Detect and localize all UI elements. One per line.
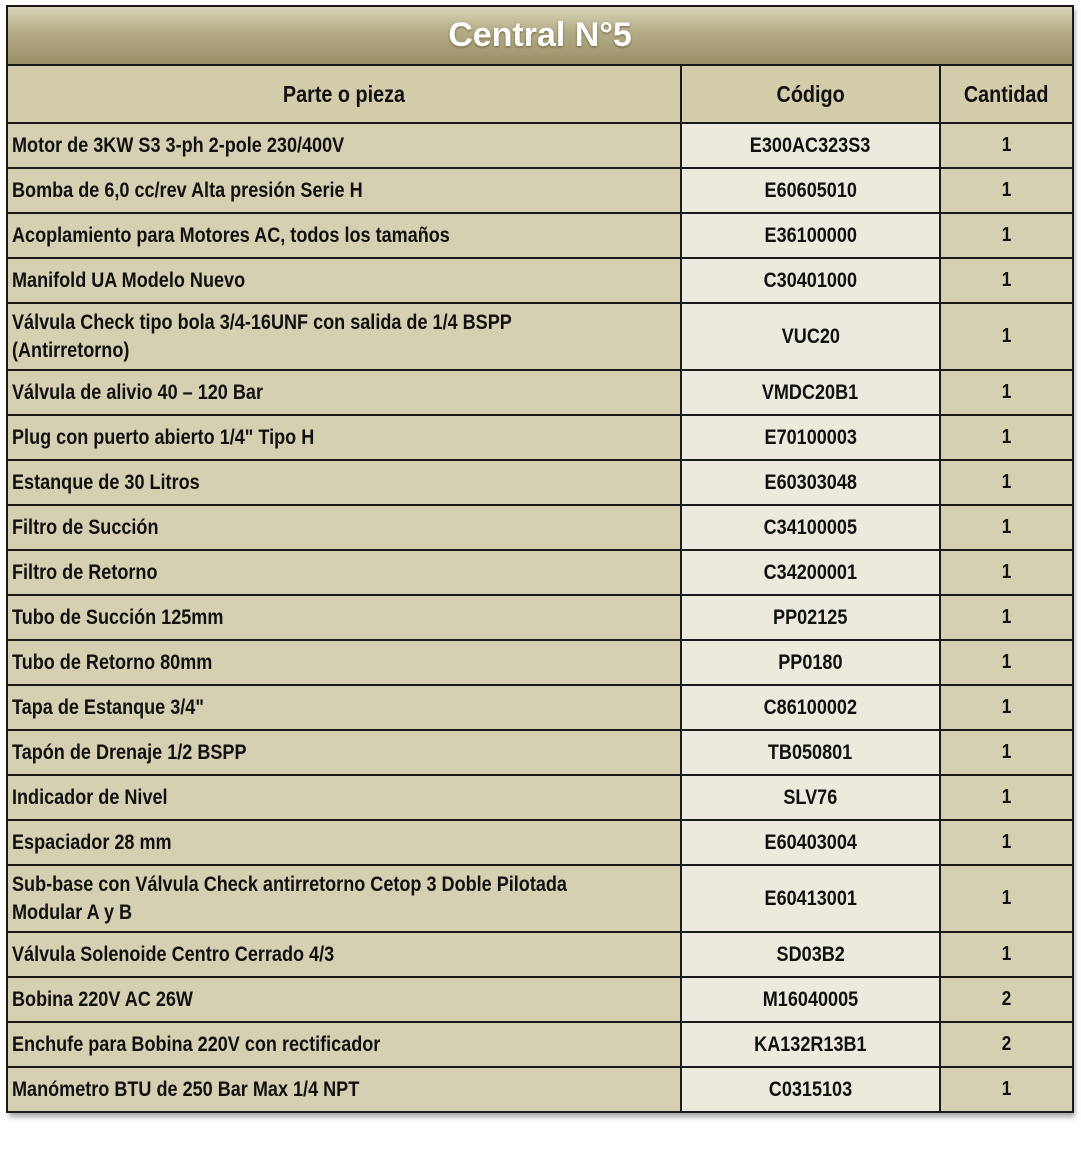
code-cell-text: KA132R13B1 xyxy=(754,1032,867,1056)
table-row xyxy=(7,865,1073,932)
quantity-cell xyxy=(940,123,1073,168)
quantity-cell-text: 1 xyxy=(1001,426,1012,448)
part-cell xyxy=(7,932,681,977)
part-cell-text: Indicador de Nivel xyxy=(12,785,168,809)
part-cell-text: Espaciador 28 mm xyxy=(12,830,172,854)
part-cell-text: Plug con puerto abierto 1/4" Tipo H xyxy=(12,425,315,449)
part-cell-text: Estanque de 30 Litros xyxy=(12,470,200,494)
part-cell xyxy=(7,303,681,370)
quantity-cell xyxy=(940,168,1073,213)
header-code xyxy=(681,65,940,123)
quantity-cell xyxy=(940,370,1073,415)
part-cell xyxy=(7,415,681,460)
table-row xyxy=(7,932,1073,977)
code-cell-text: E300AC323S3 xyxy=(750,133,871,157)
quantity-cell xyxy=(940,865,1073,932)
parts-table-container xyxy=(6,5,1072,1113)
quantity-cell-text: 1 xyxy=(1001,786,1012,808)
part-cell-text: Bomba de 6,0 cc/rev Alta presión Serie H xyxy=(12,178,363,202)
quantity-cell xyxy=(940,730,1073,775)
table-row xyxy=(7,595,1073,640)
code-cell-text: E36100000 xyxy=(764,223,857,247)
quantity-cell xyxy=(940,977,1073,1022)
table-row xyxy=(7,977,1073,1022)
quantity-cell-text: 1 xyxy=(1001,1078,1012,1100)
code-cell xyxy=(681,595,940,640)
code-cell xyxy=(681,640,940,685)
code-cell xyxy=(681,213,940,258)
part-cell xyxy=(7,550,681,595)
part-cell-text: Tapón de Drenaje 1/2 BSPP xyxy=(12,740,247,764)
table-row xyxy=(7,123,1073,168)
table-row xyxy=(7,303,1073,370)
quantity-cell-text: 1 xyxy=(1001,516,1012,538)
part-cell xyxy=(7,595,681,640)
header-part xyxy=(7,65,681,123)
table-row xyxy=(7,820,1073,865)
code-cell xyxy=(681,932,940,977)
part-cell xyxy=(7,123,681,168)
quantity-cell-text: 1 xyxy=(1001,651,1012,673)
code-cell xyxy=(681,775,940,820)
code-cell xyxy=(681,685,940,730)
quantity-cell xyxy=(940,505,1073,550)
code-cell xyxy=(681,550,940,595)
part-cell-text: Válvula de alivio 40 – 120 Bar xyxy=(12,380,263,404)
part-cell-text: Válvula Solenoide Centro Cerrado 4/3 xyxy=(12,942,335,966)
code-cell-text: VUC20 xyxy=(781,324,840,348)
part-cell xyxy=(7,213,681,258)
quantity-cell-text: 1 xyxy=(1001,943,1012,965)
code-cell xyxy=(681,865,940,932)
part-cell-text: Bobina 220V AC 26W xyxy=(12,987,193,1011)
table-row xyxy=(7,775,1073,820)
part-cell xyxy=(7,685,681,730)
code-cell-text: E60413001 xyxy=(764,886,857,910)
part-cell-text: Sub-base con Válvula Check antirretorno Cetop 3 Doble Pilotada Modular A y B xyxy=(12,872,567,924)
table-title: Central N°5 xyxy=(7,6,1073,65)
quantity-cell-text: 1 xyxy=(1001,325,1012,347)
table-row xyxy=(7,505,1073,550)
part-cell-text: Enchufe para Bobina 220V con rectificador xyxy=(12,1032,381,1056)
code-cell xyxy=(681,168,940,213)
code-cell xyxy=(681,977,940,1022)
part-cell xyxy=(7,977,681,1022)
part-cell-text: Filtro de Succión xyxy=(12,515,159,539)
code-cell-text: C34100005 xyxy=(763,515,858,539)
code-cell xyxy=(681,415,940,460)
code-cell xyxy=(681,1022,940,1067)
quantity-cell-text: 1 xyxy=(1001,831,1012,853)
table-row xyxy=(7,168,1073,213)
table-row xyxy=(7,1067,1073,1112)
quantity-cell-text: 1 xyxy=(1001,134,1012,156)
table-row xyxy=(7,550,1073,595)
parts-table xyxy=(6,5,1074,1113)
quantity-cell-text: 1 xyxy=(1001,606,1012,628)
header-qty-label: Cantidad xyxy=(964,80,1049,107)
code-cell-text: M16040005 xyxy=(762,987,859,1011)
code-cell xyxy=(681,258,940,303)
header-qty xyxy=(940,65,1073,123)
quantity-cell xyxy=(940,415,1073,460)
code-cell-text: PP0180 xyxy=(778,650,843,674)
part-cell xyxy=(7,775,681,820)
quantity-cell xyxy=(940,550,1073,595)
code-cell xyxy=(681,460,940,505)
table-row xyxy=(7,213,1073,258)
part-cell xyxy=(7,730,681,775)
code-cell xyxy=(681,730,940,775)
part-cell-text: Válvula Check tipo bola 3/4-16UNF con salida de 1/4 BSPP (Antirretorno) xyxy=(12,310,512,362)
quantity-cell-text: 1 xyxy=(1001,471,1012,493)
quantity-cell xyxy=(940,1067,1073,1112)
quantity-cell xyxy=(940,775,1073,820)
code-cell-text: E70100003 xyxy=(764,425,857,449)
quantity-cell-text: 1 xyxy=(1001,741,1012,763)
table-row xyxy=(7,258,1073,303)
code-cell-text: VMDC20B1 xyxy=(762,380,859,404)
part-cell xyxy=(7,640,681,685)
part-cell xyxy=(7,168,681,213)
part-cell xyxy=(7,460,681,505)
part-cell xyxy=(7,1067,681,1112)
quantity-cell xyxy=(940,595,1073,640)
quantity-cell xyxy=(940,640,1073,685)
quantity-cell xyxy=(940,258,1073,303)
code-cell-text: TB050801 xyxy=(768,740,853,764)
quantity-cell-text: 1 xyxy=(1001,179,1012,201)
quantity-cell xyxy=(940,460,1073,505)
quantity-cell xyxy=(940,932,1073,977)
quantity-cell xyxy=(940,820,1073,865)
part-cell-text: Manifold UA Modelo Nuevo xyxy=(12,268,246,292)
part-cell xyxy=(7,1022,681,1067)
quantity-cell-text: 1 xyxy=(1001,561,1012,583)
table-row xyxy=(7,640,1073,685)
part-cell xyxy=(7,370,681,415)
code-cell-text: E60403004 xyxy=(764,830,857,854)
code-cell xyxy=(681,1067,940,1112)
part-cell-text: Filtro de Retorno xyxy=(12,560,158,584)
code-cell-text: C0315103 xyxy=(768,1077,853,1101)
table-row xyxy=(7,1022,1073,1067)
part-cell-text: Tubo de Retorno 80mm xyxy=(12,650,213,674)
table-row xyxy=(7,730,1073,775)
code-cell xyxy=(681,820,940,865)
code-cell-text: C30401000 xyxy=(763,268,858,292)
part-cell-text: Tubo de Succión 125mm xyxy=(12,605,224,629)
code-cell-text: C34200001 xyxy=(763,560,858,584)
table-row xyxy=(7,415,1073,460)
quantity-cell xyxy=(940,303,1073,370)
code-cell-text: SLV76 xyxy=(783,785,838,809)
quantity-cell-text: 2 xyxy=(1001,988,1012,1010)
quantity-cell-text: 1 xyxy=(1001,224,1012,246)
code-cell xyxy=(681,505,940,550)
table-row xyxy=(7,685,1073,730)
part-cell-text: Motor de 3KW S3 3-ph 2-pole 230/400V xyxy=(12,133,345,157)
code-cell-text: E60605010 xyxy=(764,178,857,202)
part-cell-text: Tapa de Estanque 3/4" xyxy=(12,695,204,719)
quantity-cell-text: 1 xyxy=(1001,381,1012,403)
part-cell xyxy=(7,505,681,550)
header-code-label: Código xyxy=(776,80,845,107)
part-cell-text: Acoplamiento para Motores AC, todos los tamaños xyxy=(12,223,450,247)
code-cell-text: PP02125 xyxy=(773,605,848,629)
table-row xyxy=(7,370,1073,415)
quantity-cell-text: 1 xyxy=(1001,696,1012,718)
part-cell xyxy=(7,258,681,303)
code-cell-text: SD03B2 xyxy=(776,942,845,966)
table-row xyxy=(7,460,1073,505)
quantity-cell xyxy=(940,213,1073,258)
quantity-cell xyxy=(940,685,1073,730)
code-cell xyxy=(681,370,940,415)
header-part-label: Parte o pieza xyxy=(282,80,406,107)
part-cell-text: Manómetro BTU de 250 Bar Max 1/4 NPT xyxy=(12,1077,360,1101)
part-cell xyxy=(7,820,681,865)
quantity-cell xyxy=(940,1022,1073,1067)
quantity-cell-text: 1 xyxy=(1001,887,1012,909)
code-cell-text: E60303048 xyxy=(764,470,857,494)
part-cell xyxy=(7,865,681,932)
quantity-cell-text: 1 xyxy=(1001,269,1012,291)
code-cell-text: C86100002 xyxy=(763,695,858,719)
quantity-cell-text: 2 xyxy=(1001,1033,1012,1055)
code-cell xyxy=(681,303,940,370)
code-cell xyxy=(681,123,940,168)
